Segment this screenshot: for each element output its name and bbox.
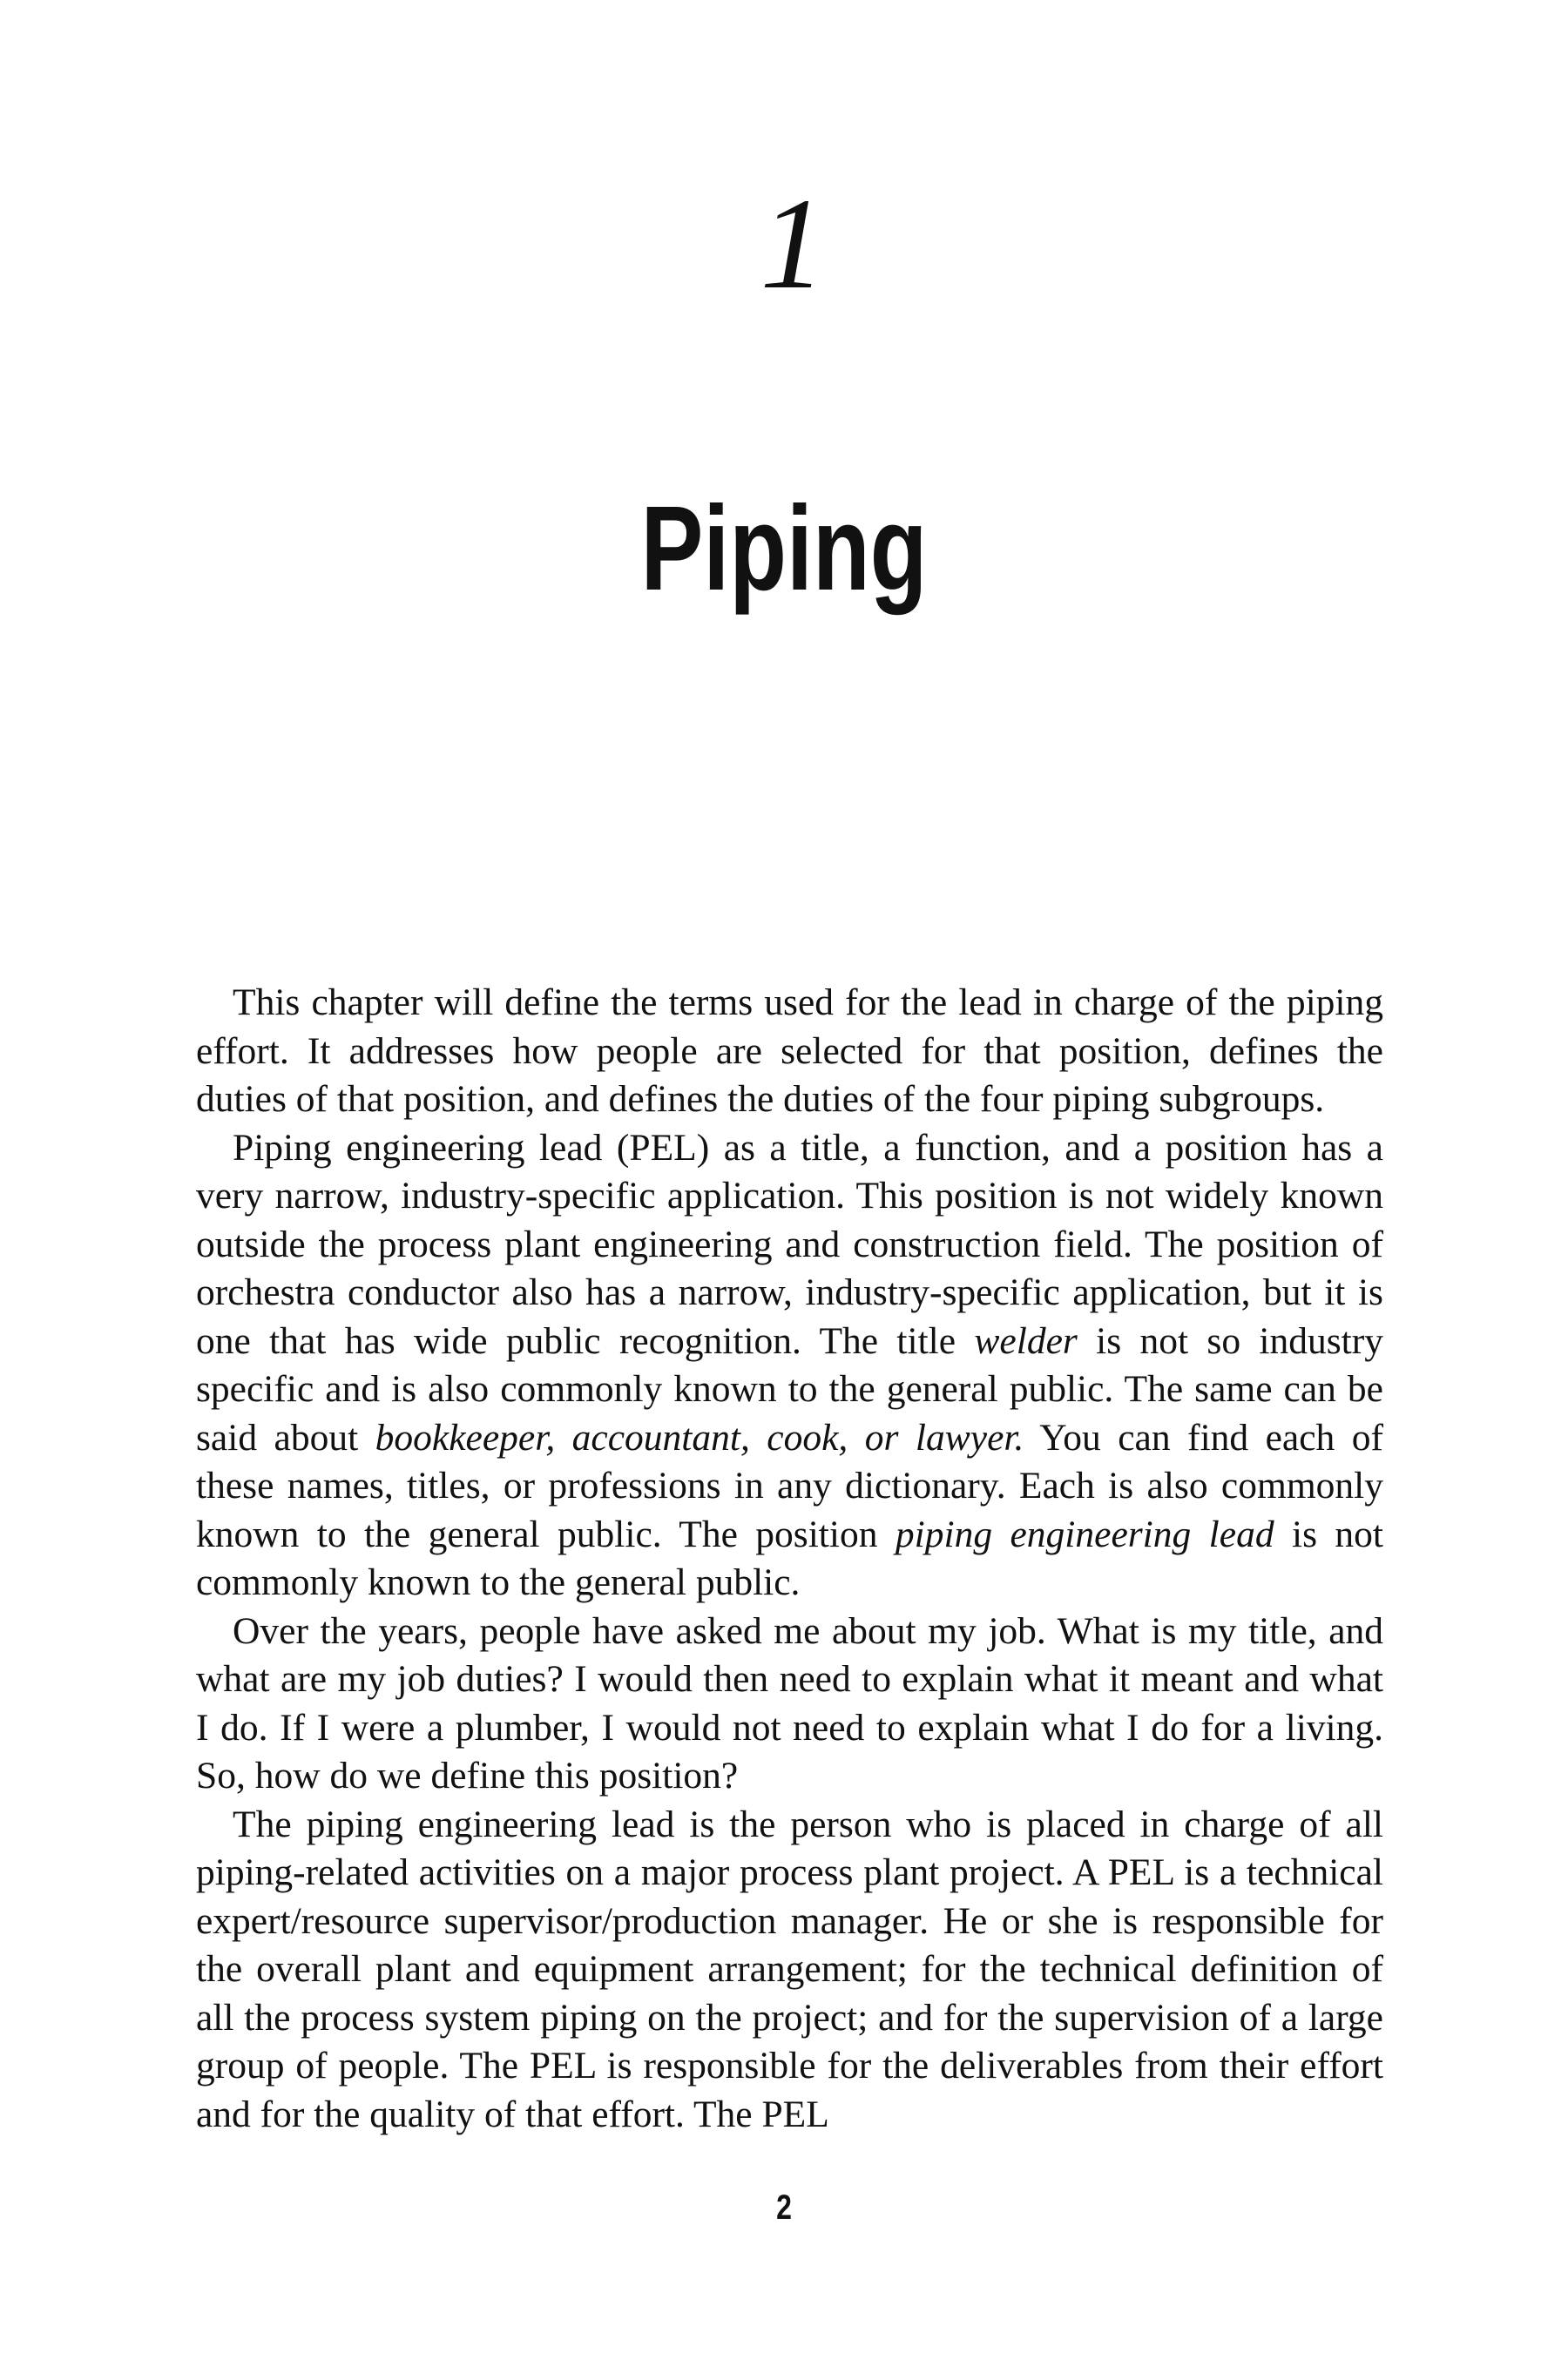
italic-term-professions: bookkeeper, accountant, cook, or lawyer. [375,1416,1024,1459]
paragraph-3 [196,1608,1383,1801]
paragraph-2-text: Piping engineering lead (PEL) as a title, a function, and a position has a very narrow, industry-specific application. This position is not widely known outside the process plant engineering and construction field. The position of orchestra conductor also has a narrow, industry-specific application, but it is one that has wide public recognition. The title [196,1126,1383,1362]
paragraph-3-text: Over the years, people have asked me about my job. What is my title, and what are my job duties? I would then need to explain what it meant and what I do. If I were a plumber, I would not need to explain what I do for a living. So, how do we define this position? [196,1609,1383,1797]
paragraph-2-text: is not so industry specific and is also commonly known to the general public. The same can be said about [196,1319,1383,1459]
paragraph-4 [196,1801,1383,2140]
italic-term-welder: welder [974,1319,1078,1362]
page-number: 2 [776,2188,792,2227]
chapter-title: Piping [640,482,928,616]
body-text [196,979,1383,2139]
paragraph-2-text: You can find each of these names, titles, or professions in any dictionary. Each is also commonly known to the general public. The position [196,1416,1384,1555]
paragraph-2 [196,1124,1383,1608]
paragraph-4-text: The piping engineering lead is the person who is placed in charge of all piping-related activities on a major process plant project. A PEL is a technical expert/resource supervisor/production manager. He or she is responsible for the overall plant and equipment arrangement; for the technical definition of all the process system piping on the project; and for the supervision of a large group of people. The PEL is responsible for the deliverables from their effort and for the quality of that effort. The PEL [196,1803,1383,2135]
paragraph-1-text: This chapter will define the terms used for the lead in charge of the piping effort. It addresses how people are selected for that position, defines the duties of that position, and defines the duties of the four piping subgroups. [196,981,1383,1120]
paragraph-2-text: is not commonly known to the general public. [196,1513,1383,1603]
chapter-number: 1 [760,172,826,316]
italic-term-pel: piping engineering lead [895,1513,1274,1555]
paragraph-1 [196,979,1383,1124]
